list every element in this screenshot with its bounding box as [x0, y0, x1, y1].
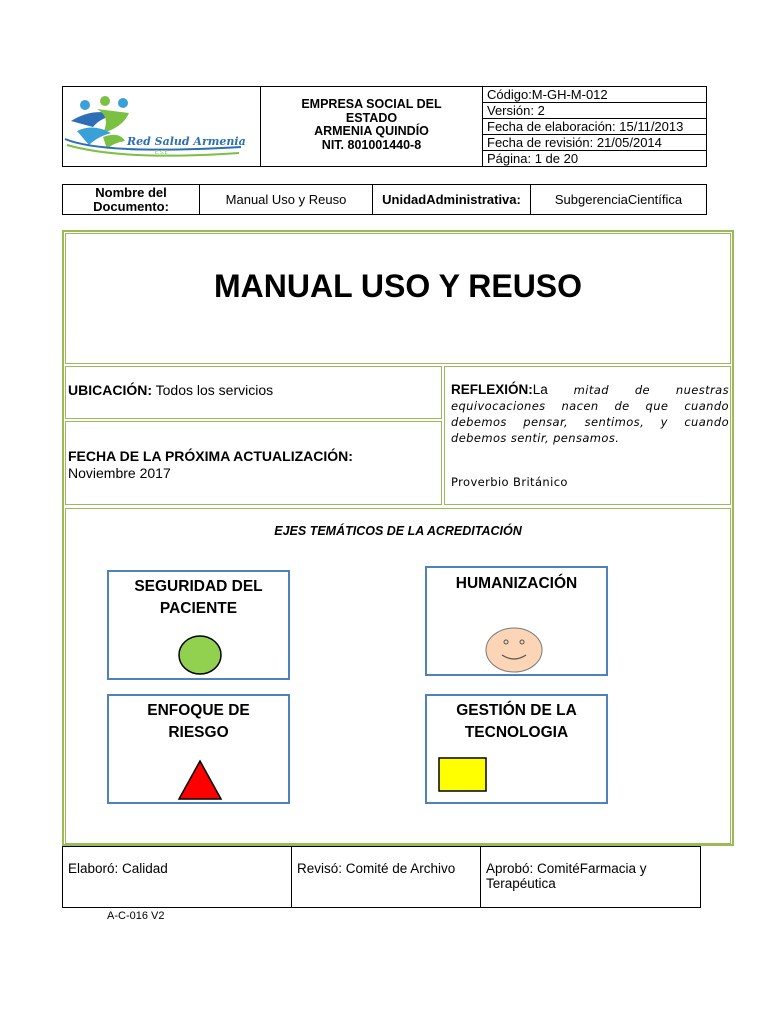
page-number-field: Página: 1 de 20: [487, 151, 579, 166]
next-update-label: FECHA DE LA PRÓXIMA ACTUALIZACIÓN:: [68, 448, 353, 464]
card-patient-safety: [107, 570, 290, 680]
reflection-text: [451, 382, 729, 446]
document-metadata: [483, 87, 707, 166]
unit-value: SubgerenciaCientífica: [554, 192, 683, 207]
location-label: UBICACIÓN:: [68, 382, 152, 398]
org-nit: NIT. 801001440-8: [321, 137, 422, 152]
card-title-line1: GESTIÓN DE LA: [456, 702, 577, 719]
page-title: MANUAL USO Y REUSO: [213, 268, 583, 304]
red-salud-armenia-logo: [63, 87, 259, 166]
creation-date-field: Fecha de elaboración: 15/11/2013: [483, 119, 707, 135]
card-title-line1: HUMANIZACIÓN: [455, 575, 578, 592]
org-line: ARMENIA QUINDÍO: [314, 124, 429, 138]
reflection-label: REFLEXIÓN:: [451, 382, 533, 397]
code-field: Código:M-GH-M-012: [483, 87, 707, 103]
location-value: Todos los servicios: [152, 382, 274, 398]
next-update-text: [68, 448, 353, 482]
reflection-box: [444, 366, 731, 505]
next-update-box: [65, 421, 442, 505]
next-update-value: Noviembre 2017: [68, 465, 171, 481]
logo-cell: [63, 87, 261, 166]
location-text: [68, 382, 273, 398]
unit-label: UnidadAdministrativa:: [373, 185, 531, 214]
reviewed-by: Revisó: Comité de Archivo: [292, 847, 481, 907]
yellow-rectangle-icon: [437, 756, 489, 794]
card-humanization: [425, 566, 608, 676]
card-title-line2: RIESGO: [168, 724, 229, 741]
card-title-line1: ENFOQUE DE: [147, 702, 250, 719]
card-title-line2: PACIENTE: [159, 600, 238, 617]
card-technology-management: [425, 694, 608, 804]
approval-footer: [62, 846, 701, 908]
card-title-line1: SEGURIDAD DEL: [134, 578, 263, 595]
org-line: ESTADO: [345, 110, 398, 125]
prepared-by: Elaboró: Calidad: [63, 847, 292, 907]
reflection-author: Proverbio Británico: [451, 475, 568, 489]
document-name-table: [62, 184, 707, 215]
version-field: Versión: 2: [483, 103, 707, 119]
form-code: A-C-016 V2: [107, 910, 165, 922]
reflection-lead: La: [532, 382, 548, 397]
location-box: [65, 366, 442, 419]
approved-by: Aprobó: ComitéFarmacia y Terapéutica: [486, 861, 647, 891]
green-circle-icon: [177, 634, 223, 676]
document-header: [62, 86, 707, 167]
org-line: EMPRESA SOCIAL DEL: [301, 97, 442, 111]
thematic-axes-title: EJES TEMÁTICOS DE LA ACREDITACIÓN: [274, 524, 522, 538]
card-title-line2: TECNOLOGIA: [464, 724, 569, 741]
document-name-label: Nombre del Documento:: [63, 185, 200, 214]
card-risk-approach: [107, 694, 290, 804]
organization-info: [261, 87, 483, 166]
logo-text: Red Salud Armenia: [127, 135, 246, 148]
red-triangle-icon: [177, 759, 223, 801]
revision-date-field: Fecha de revisión: 21/05/2014: [483, 135, 707, 151]
logo-subtext: E.S.E: [155, 150, 168, 156]
smiley-face-icon: [484, 626, 544, 674]
document-name-value: Manual Uso y Reuso: [200, 185, 373, 214]
reflection-quote: mitad de nuestras equivocaciones nacen de que cuando debemos pensar, sentimos, y cuando debemos sentir, pensamos.: [451, 383, 729, 445]
